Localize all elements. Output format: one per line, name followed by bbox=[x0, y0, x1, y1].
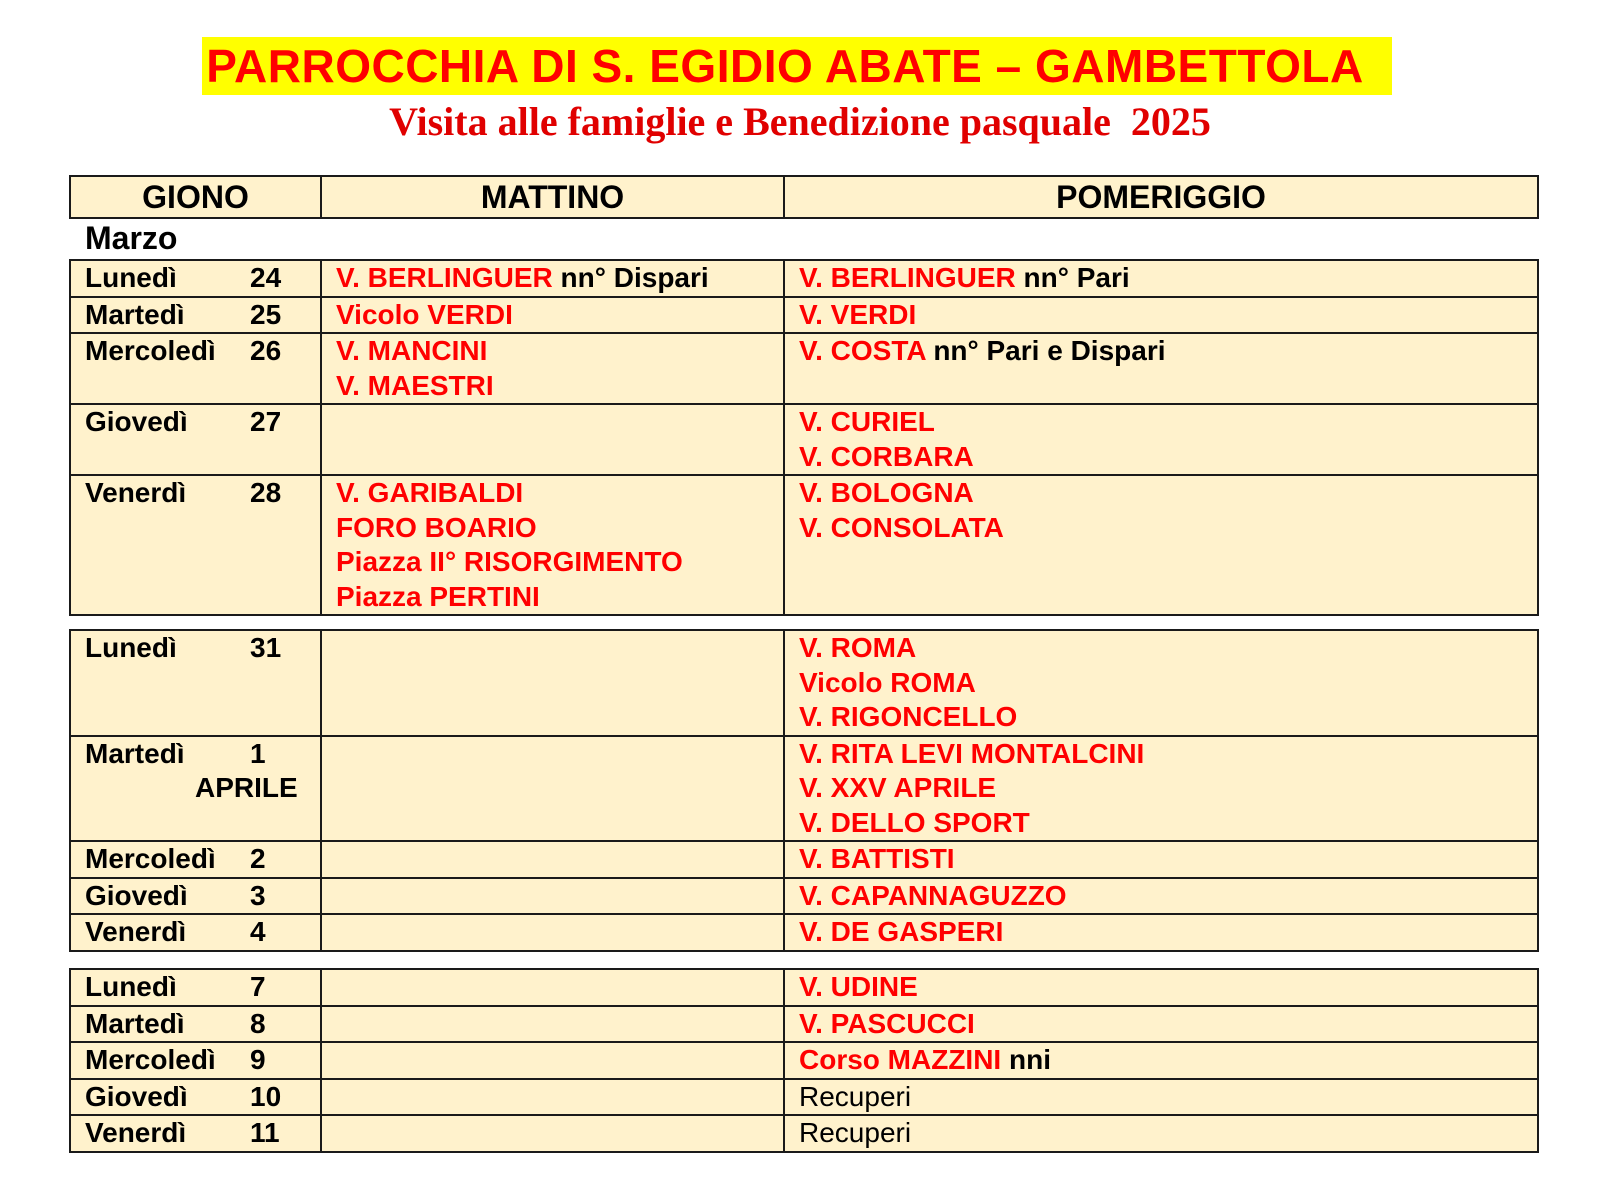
street-line bbox=[336, 580, 783, 615]
table-row bbox=[70, 736, 1538, 842]
day-cell bbox=[70, 1006, 321, 1043]
morning-cell bbox=[321, 841, 784, 878]
afternoon-cell bbox=[784, 841, 1538, 878]
street-name: V. BERLINGUER bbox=[336, 262, 553, 293]
column-header-morning: MATTINO bbox=[321, 176, 784, 218]
street-line bbox=[799, 915, 1537, 950]
day-name: Venerdì bbox=[85, 916, 187, 947]
day-cell bbox=[70, 260, 321, 297]
day-cell bbox=[70, 841, 321, 878]
header-table bbox=[69, 175, 1539, 219]
street-name: V. GARIBALDI bbox=[336, 477, 524, 508]
street-note: nn° Pari bbox=[1015, 262, 1130, 293]
table-row bbox=[70, 914, 1538, 951]
afternoon-cell bbox=[784, 969, 1538, 1006]
day-name: Martedì bbox=[85, 1007, 185, 1039]
table-row bbox=[70, 333, 1538, 404]
column-header-afternoon: POMERIGGIO bbox=[784, 176, 1538, 218]
column-header-day: GIONO bbox=[70, 176, 321, 218]
street-note: Recuperi bbox=[799, 1080, 912, 1112]
street-note: nni bbox=[1001, 1044, 1051, 1075]
table-row bbox=[70, 630, 1538, 736]
street-name: V. VERDI bbox=[799, 298, 917, 330]
day-cell bbox=[70, 1115, 321, 1152]
table-row bbox=[70, 841, 1538, 878]
street-name: V. UDINE bbox=[799, 971, 918, 1002]
street-line bbox=[336, 476, 783, 511]
morning-cell bbox=[321, 630, 784, 736]
street-note: nn° Pari e Dispari bbox=[925, 335, 1166, 366]
day-name: Lunedì bbox=[85, 971, 177, 1002]
street-name: V. DELLO SPORT bbox=[799, 806, 1030, 838]
day-number: 2 bbox=[250, 843, 266, 874]
day-cell bbox=[70, 878, 321, 915]
street-line bbox=[336, 511, 783, 546]
day-name: Giovedì bbox=[85, 1080, 188, 1112]
table-row bbox=[70, 404, 1538, 475]
street-name: V. DE GASPERI bbox=[799, 916, 1004, 947]
morning-cell bbox=[321, 1079, 784, 1116]
day-cell bbox=[70, 475, 321, 615]
schedule-table-week2 bbox=[69, 629, 1539, 952]
morning-cell bbox=[321, 1006, 784, 1043]
table-row bbox=[70, 260, 1538, 297]
street-name: V. BERLINGUER bbox=[799, 262, 1016, 293]
table-row bbox=[70, 297, 1538, 334]
table-row bbox=[70, 1006, 1538, 1043]
morning-cell bbox=[321, 404, 784, 475]
morning-cell bbox=[321, 1042, 784, 1079]
day-name: Giovedì bbox=[85, 879, 188, 911]
street-name: V. BATTISTI bbox=[799, 843, 955, 874]
street-name: FORO BOARIO bbox=[336, 511, 537, 543]
afternoon-cell bbox=[784, 878, 1538, 915]
afternoon-cell bbox=[784, 914, 1538, 951]
day-number: 24 bbox=[250, 262, 282, 293]
afternoon-cell bbox=[784, 1006, 1538, 1043]
day-number: 4 bbox=[250, 916, 266, 947]
street-line bbox=[799, 771, 1537, 806]
street-line bbox=[799, 1043, 1537, 1078]
morning-cell bbox=[321, 333, 784, 404]
table-row bbox=[70, 475, 1538, 615]
street-line bbox=[336, 545, 783, 580]
street-line bbox=[799, 1007, 1537, 1042]
day-number: 10 bbox=[250, 1080, 282, 1112]
day-cell bbox=[70, 333, 321, 404]
street-name: V. CURIEL bbox=[799, 406, 935, 437]
day-number: 9 bbox=[250, 1044, 266, 1075]
morning-cell bbox=[321, 914, 784, 951]
street-line bbox=[799, 1080, 1537, 1115]
day-cell bbox=[70, 297, 321, 334]
street-line bbox=[799, 842, 1537, 877]
street-name: V. CORBARA bbox=[799, 440, 974, 472]
afternoon-cell bbox=[784, 333, 1538, 404]
street-name: V. MANCINI bbox=[336, 335, 488, 366]
page-title: PARROCCHIA DI S. EGIDIO ABATE – GAMBETTOLA bbox=[202, 37, 1391, 95]
day-name: Venerdì bbox=[85, 477, 187, 508]
street-note: Recuperi bbox=[799, 1117, 912, 1148]
street-name: Vicolo ROMA bbox=[799, 666, 976, 698]
street-name: V. CONSOLATA bbox=[799, 511, 1004, 543]
morning-cell bbox=[321, 878, 784, 915]
day-name: Martedì bbox=[85, 298, 185, 330]
street-line bbox=[799, 806, 1537, 841]
morning-cell bbox=[321, 1115, 784, 1152]
table-row bbox=[70, 1115, 1538, 1152]
afternoon-cell bbox=[784, 630, 1538, 736]
street-name: Corso MAZZINI bbox=[799, 1044, 1002, 1075]
morning-cell bbox=[321, 475, 784, 615]
header-row bbox=[70, 176, 1538, 218]
street-name: V. ROMA bbox=[799, 632, 917, 663]
table-row bbox=[70, 1079, 1538, 1116]
day-name: Giovedì bbox=[85, 406, 188, 437]
schedule-table-march bbox=[69, 259, 1539, 616]
street-name: V. PASCUCCI bbox=[799, 1007, 975, 1039]
morning-cell bbox=[321, 297, 784, 334]
street-line bbox=[799, 666, 1537, 701]
day-number: 28 bbox=[250, 477, 282, 508]
day-cell bbox=[70, 404, 321, 475]
street-name: V. CAPANNAGUZZO bbox=[799, 879, 1067, 911]
day-number: 25 bbox=[250, 298, 282, 330]
morning-cell bbox=[321, 736, 784, 842]
street-line bbox=[799, 476, 1537, 511]
day-number: 27 bbox=[250, 406, 282, 437]
day-number: 3 bbox=[250, 879, 266, 911]
street-name: V. BOLOGNA bbox=[799, 477, 974, 508]
day-cell bbox=[70, 630, 321, 736]
day-cell bbox=[70, 1042, 321, 1079]
street-name: V. COSTA bbox=[799, 335, 926, 366]
page-subtitle: Visita alle famiglie e Benedizione pasquale 2025 bbox=[389, 99, 1211, 144]
street-line bbox=[336, 298, 783, 333]
day-cell bbox=[70, 969, 321, 1006]
street-line bbox=[336, 334, 783, 369]
day-number: 11 bbox=[250, 1117, 280, 1148]
table-row bbox=[70, 969, 1538, 1006]
title-banner bbox=[0, 37, 1600, 95]
day-number: 1 bbox=[250, 737, 266, 769]
street-line bbox=[799, 700, 1537, 735]
month-label-april: APRILE bbox=[195, 772, 298, 803]
day-number: 31 bbox=[250, 632, 282, 663]
morning-cell bbox=[321, 969, 784, 1006]
street-name: Piazza II° RISORGIMENTO bbox=[336, 546, 683, 577]
street-line bbox=[799, 879, 1537, 914]
schedule-table-week3 bbox=[69, 968, 1539, 1153]
day-cell bbox=[70, 736, 321, 842]
street-line bbox=[336, 261, 783, 296]
day-cell bbox=[70, 1079, 321, 1116]
day-cell bbox=[70, 914, 321, 951]
street-line bbox=[799, 1116, 1537, 1151]
street-line bbox=[799, 631, 1537, 666]
street-line bbox=[799, 970, 1537, 1005]
street-line bbox=[799, 511, 1537, 546]
afternoon-cell bbox=[784, 1115, 1538, 1152]
day-number: 7 bbox=[250, 971, 266, 1002]
street-name: V. MAESTRI bbox=[336, 369, 494, 401]
street-line bbox=[799, 261, 1537, 296]
afternoon-cell bbox=[784, 297, 1538, 334]
day-name: Lunedì bbox=[85, 262, 177, 293]
day-name: Mercoledì bbox=[85, 843, 216, 874]
street-line bbox=[799, 405, 1537, 440]
day-number: 26 bbox=[250, 335, 282, 366]
afternoon-cell bbox=[784, 260, 1538, 297]
day-name: Martedì bbox=[85, 737, 185, 769]
afternoon-cell bbox=[784, 736, 1538, 842]
day-name: Venerdì bbox=[85, 1117, 187, 1148]
street-name: Vicolo VERDI bbox=[336, 298, 513, 330]
street-name: Piazza PERTINI bbox=[336, 580, 540, 612]
day-name: Mercoledì bbox=[85, 1044, 216, 1075]
day-name: Lunedì bbox=[85, 632, 177, 663]
afternoon-cell bbox=[784, 1079, 1538, 1116]
month-label: Marzo bbox=[85, 220, 178, 256]
day-number: 8 bbox=[250, 1007, 266, 1039]
street-line bbox=[799, 298, 1537, 333]
street-name: V. RIGONCELLO bbox=[799, 701, 1018, 732]
afternoon-cell bbox=[784, 1042, 1538, 1079]
street-line bbox=[336, 369, 783, 404]
table-row bbox=[70, 878, 1538, 915]
afternoon-cell bbox=[784, 475, 1538, 615]
street-note: nn° Dispari bbox=[552, 262, 709, 293]
day-name: Mercoledì bbox=[85, 335, 216, 366]
table-row bbox=[70, 1042, 1538, 1079]
street-line bbox=[799, 334, 1537, 369]
street-line bbox=[799, 440, 1537, 475]
street-name: V. RITA LEVI MONTALCINI bbox=[799, 737, 1145, 769]
street-name: V. XXV APRILE bbox=[799, 772, 997, 803]
morning-cell bbox=[321, 260, 784, 297]
afternoon-cell bbox=[784, 404, 1538, 475]
street-line bbox=[799, 737, 1537, 772]
